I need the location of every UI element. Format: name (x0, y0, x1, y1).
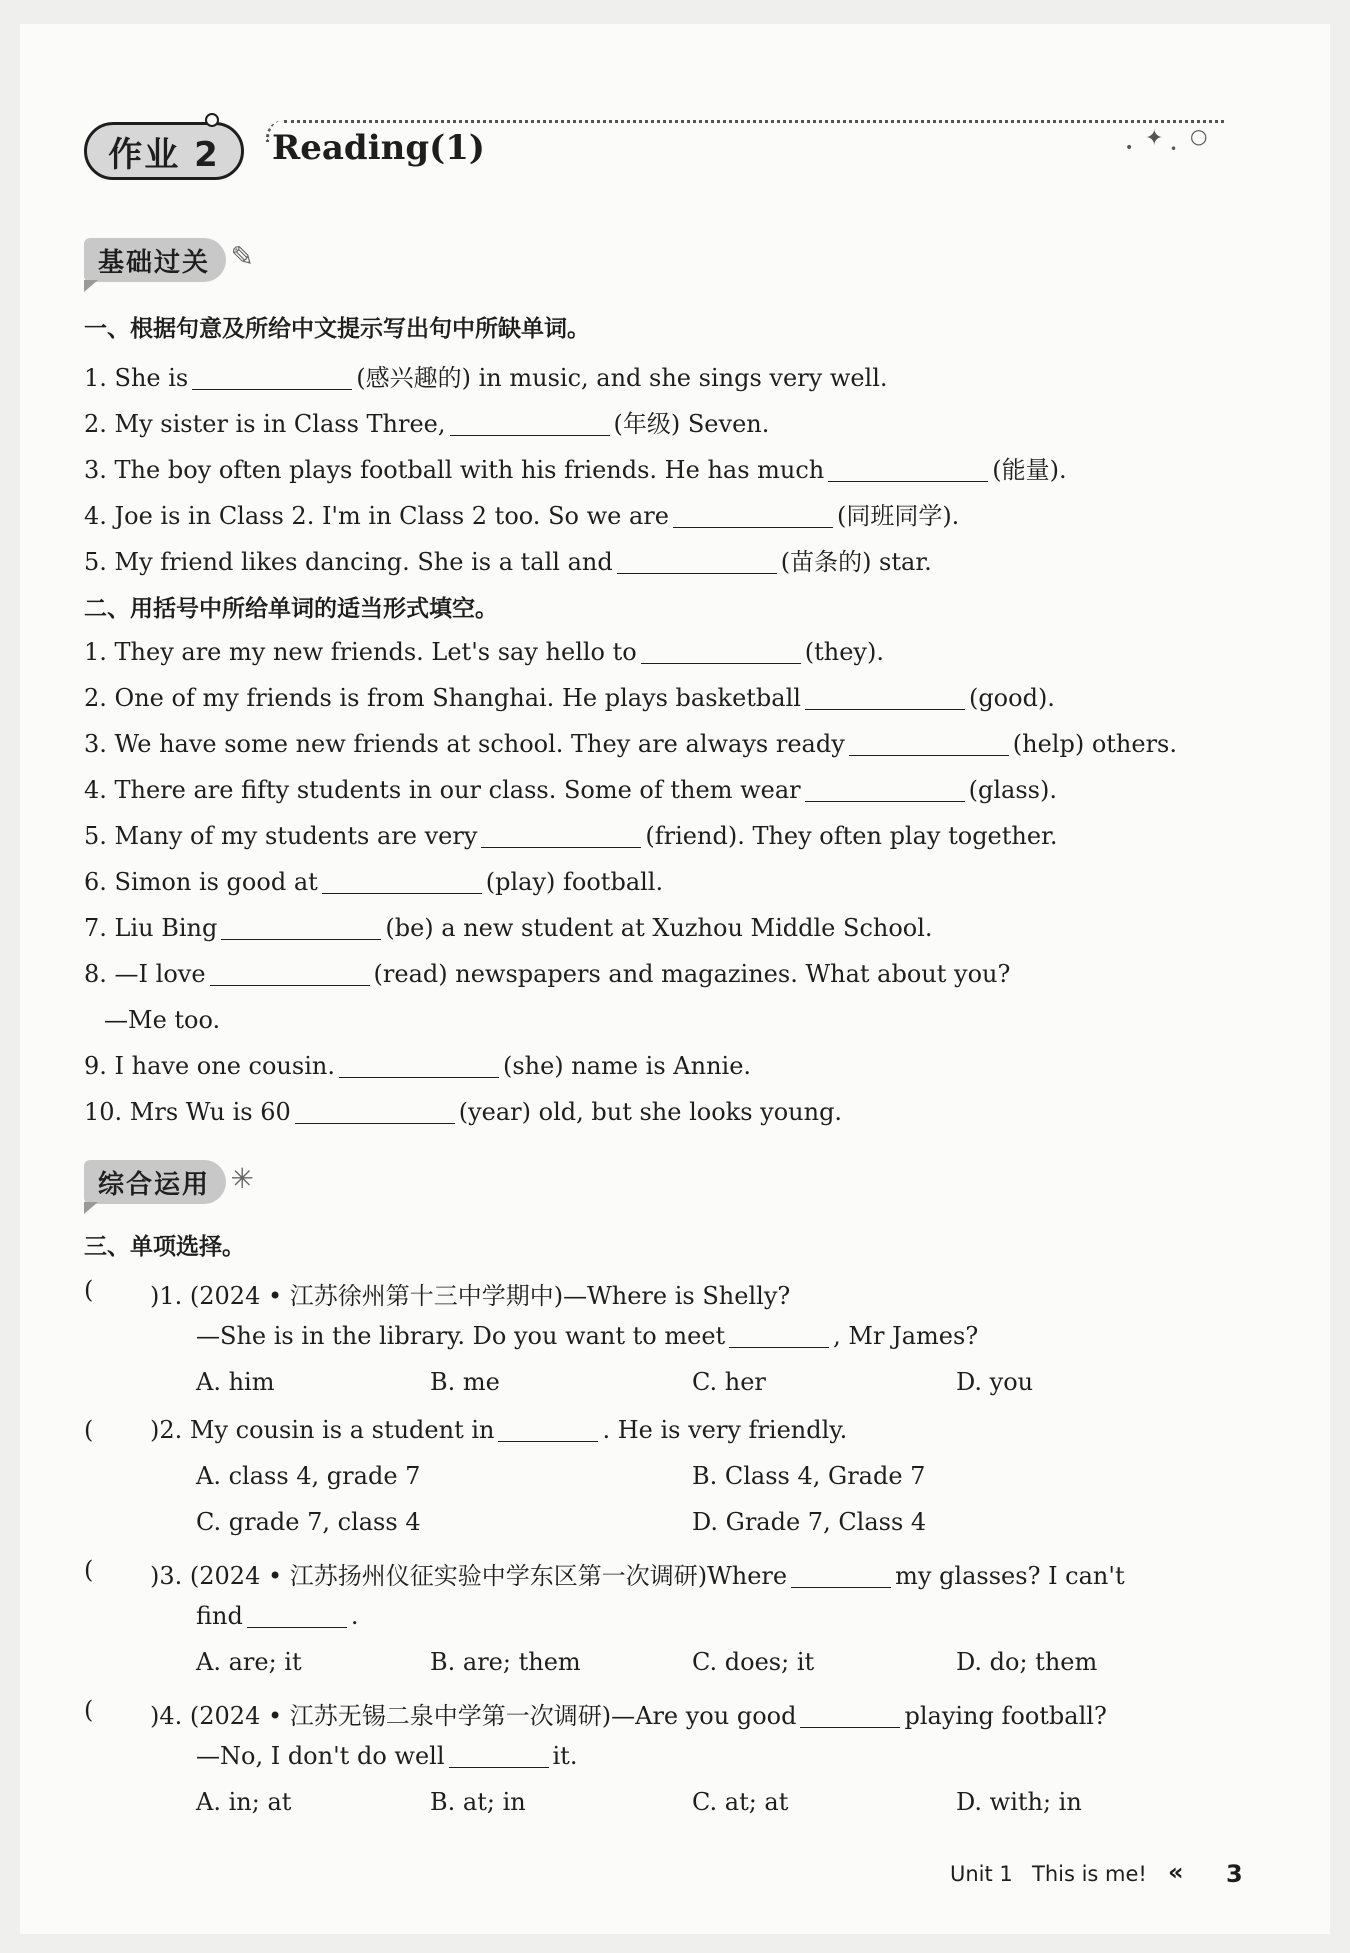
item-text: find (196, 1602, 243, 1630)
answer-paren[interactable]: ( (84, 1276, 94, 1304)
part1-item (84, 404, 769, 439)
q4-line2 (196, 1742, 577, 1770)
part2-item (84, 776, 1057, 804)
item-text: 2. My sister is in Class Three, (84, 410, 446, 438)
answer-blank[interactable] (210, 961, 370, 986)
part3-heading: 三、单项选择。 (84, 1234, 245, 1260)
part2-item (84, 638, 884, 666)
homework-badge (84, 122, 244, 180)
q2-option-d[interactable]: D. Grade 7, Class 4 (692, 1508, 927, 1536)
part2-item (84, 1052, 751, 1080)
part2-item (84, 868, 663, 896)
part1-heading: 一、根据句意及所给中文提示写出句中所缺单词。 (84, 316, 590, 342)
answer-blank[interactable] (449, 1743, 549, 1768)
q4-option-d[interactable]: D. with; in (956, 1788, 1082, 1816)
answer-blank[interactable] (450, 411, 610, 436)
q3-option-a[interactable]: A. are; it (196, 1648, 302, 1676)
section-tag-label: 基础过关 (98, 247, 211, 278)
header-dotted-line (284, 120, 1224, 123)
item-text: 5. My friend likes dancing. She is a tall and (84, 548, 613, 576)
part1-item (84, 542, 932, 577)
answer-paren[interactable]: ( (84, 1416, 94, 1444)
item-text: 6. Simon is good at (84, 868, 318, 896)
q2-option-c[interactable]: C. grade 7, class 4 (196, 1508, 421, 1536)
answer-blank[interactable] (481, 823, 641, 848)
item-text: )3. (2024 • 江苏扬州仪征实验中学东区第一次调研)Where (150, 1562, 788, 1590)
item-text: . He is very friendly. (602, 1416, 848, 1444)
answer-blank[interactable] (800, 1703, 900, 1728)
answer-blank[interactable] (641, 639, 801, 664)
item-text: (能量). (992, 456, 1067, 484)
item-text: 4. Joe is in Class 2. I'm in Class 2 too. So we are (84, 502, 669, 530)
answer-blank[interactable] (729, 1323, 829, 1348)
answer-paren[interactable]: ( (84, 1696, 94, 1724)
item-text: (年级) Seven. (613, 410, 770, 438)
item-text: 5. Many of my students are very (84, 822, 478, 850)
answer-blank[interactable] (247, 1603, 347, 1628)
item-text: (good). (968, 684, 1055, 712)
answer-blank[interactable] (673, 503, 833, 528)
section-tag-basics (84, 238, 256, 282)
item-text: (苗条的) star. (780, 548, 932, 576)
q1-stem: )1. (2024 • 江苏徐州第十三中学期中)—Where is Shelly? (150, 1282, 791, 1310)
page-number: 3 (1226, 1860, 1243, 1888)
item-text: (play) football. (485, 868, 664, 896)
item-text: 3. The boy often plays football with his friends. He has much (84, 456, 825, 484)
item-text: , Mr James? (833, 1322, 979, 1350)
q1-option-c[interactable]: C. her (692, 1368, 766, 1396)
item-text: . (350, 1602, 359, 1630)
section-tag-label: 综合运用 (98, 1169, 211, 1200)
q4-option-a[interactable]: A. in; at (196, 1788, 292, 1816)
answer-blank[interactable] (791, 1563, 891, 1588)
answer-blank[interactable] (221, 915, 381, 940)
item-text: (year) old, but she looks young. (458, 1098, 843, 1126)
answer-blank[interactable] (295, 1099, 455, 1124)
part2-item (84, 1098, 842, 1126)
q1-option-b[interactable]: B. me (430, 1368, 500, 1396)
item-text: )2. My cousin is a student in (150, 1416, 495, 1444)
answer-paren[interactable]: ( (84, 1556, 94, 1584)
tag-fold (84, 1202, 98, 1214)
section-tag-comprehensive (84, 1160, 256, 1204)
q4-stem (150, 1696, 1107, 1731)
footer-unit: Unit 1 (950, 1862, 1013, 1886)
answer-blank[interactable] (828, 457, 988, 482)
star-burst-icon: ✳ (230, 1162, 256, 1195)
item-text: 1. She is (84, 364, 189, 392)
pencil-icon: ✎ (230, 240, 256, 273)
sparkle-icon: ✦ (1145, 126, 1164, 151)
item-text: —She is in the library. Do you want to meet (196, 1322, 726, 1350)
item-text: 4. There are fifty students in our class. Some of them wear (84, 776, 801, 804)
q4-option-b[interactable]: B. at; in (430, 1788, 526, 1816)
part2-heading: 二、用括号中所给单词的适当形式填空。 (84, 596, 498, 622)
q1-option-a[interactable]: A. him (196, 1368, 275, 1396)
item-text: (help) others. (1012, 730, 1177, 758)
part1-item (84, 450, 1067, 485)
item-text: 9. I have one cousin. (84, 1052, 335, 1080)
item-text: (glass). (968, 776, 1057, 804)
q2-option-a[interactable]: A. class 4, grade 7 (196, 1462, 421, 1490)
q1-line2 (196, 1322, 978, 1350)
footer-unit-title: This is me! (1032, 1862, 1147, 1886)
item-text: (感兴趣的) in music, and she sings very well. (356, 364, 888, 392)
dot-icon: • (1125, 140, 1134, 156)
q4-option-c[interactable]: C. at; at (692, 1788, 789, 1816)
answer-blank[interactable] (339, 1053, 499, 1078)
circle-icon: ○ (1190, 124, 1208, 148)
q3-option-d[interactable]: D. do; them (956, 1648, 1098, 1676)
item-text: (they). (804, 638, 884, 666)
item-text: my glasses? I can't (895, 1562, 1125, 1590)
item-text: it. (552, 1742, 578, 1770)
answer-blank[interactable] (805, 685, 965, 710)
item-text: 7. Liu Bing (84, 914, 218, 942)
item-text: —No, I don't do well (196, 1742, 445, 1770)
item-text: )4. (2024 • 江苏无锡二泉中学第一次调研)—Are you good (150, 1702, 797, 1730)
item-text: (同班同学). (836, 502, 960, 530)
q1-option-d[interactable]: D. you (956, 1368, 1034, 1396)
q3-line2 (196, 1602, 358, 1630)
tag-fold (84, 280, 98, 292)
item-text: (she) name is Annie. (502, 1052, 752, 1080)
page-title: Reading(1) (272, 128, 485, 168)
homework-badge-label: 作业 2 (108, 134, 220, 175)
q3-option-b[interactable]: B. are; them (430, 1648, 581, 1676)
q2-stem (150, 1416, 847, 1444)
item-text: 3. We have some new friends at school. They are always ready (84, 730, 845, 758)
item-text: (be) a new student at Xuzhou Middle School. (385, 914, 933, 942)
answer-blank[interactable] (617, 549, 777, 574)
part2-item (84, 914, 933, 942)
part2-item (84, 960, 1010, 988)
answer-blank[interactable] (192, 365, 352, 390)
item-text: 8. —I love (84, 960, 206, 988)
item-text: (friend). They often play together. (645, 822, 1058, 850)
dot-icon: • (1170, 142, 1178, 156)
part1-item (84, 358, 888, 393)
part2-item (84, 684, 1055, 712)
item-text: (read) newspapers and magazines. What about you? (373, 960, 1011, 988)
workbook-page (20, 24, 1330, 1934)
part2-item (84, 730, 1177, 758)
answer-blank[interactable] (805, 777, 965, 802)
item-text: 1. They are my new friends. Let's say hello to (84, 638, 637, 666)
item-text: 10. Mrs Wu is 60 (84, 1098, 291, 1126)
badge-ring (205, 113, 219, 127)
part2-item8-reply: —Me too. (104, 1006, 221, 1034)
q3-option-c[interactable]: C. does; it (692, 1648, 815, 1676)
item-text: 2. One of my friends is from Shanghai. He plays basketball (84, 684, 801, 712)
q2-option-b[interactable]: B. Class 4, Grade 7 (692, 1462, 926, 1490)
part2-item (84, 822, 1058, 850)
chevron-left-icon: « (1168, 1858, 1184, 1886)
q3-stem (150, 1556, 1125, 1591)
answer-blank[interactable] (322, 869, 482, 894)
answer-blank[interactable] (498, 1417, 598, 1442)
part1-item (84, 496, 959, 531)
answer-blank[interactable] (849, 731, 1009, 756)
item-text: playing football? (904, 1702, 1107, 1730)
